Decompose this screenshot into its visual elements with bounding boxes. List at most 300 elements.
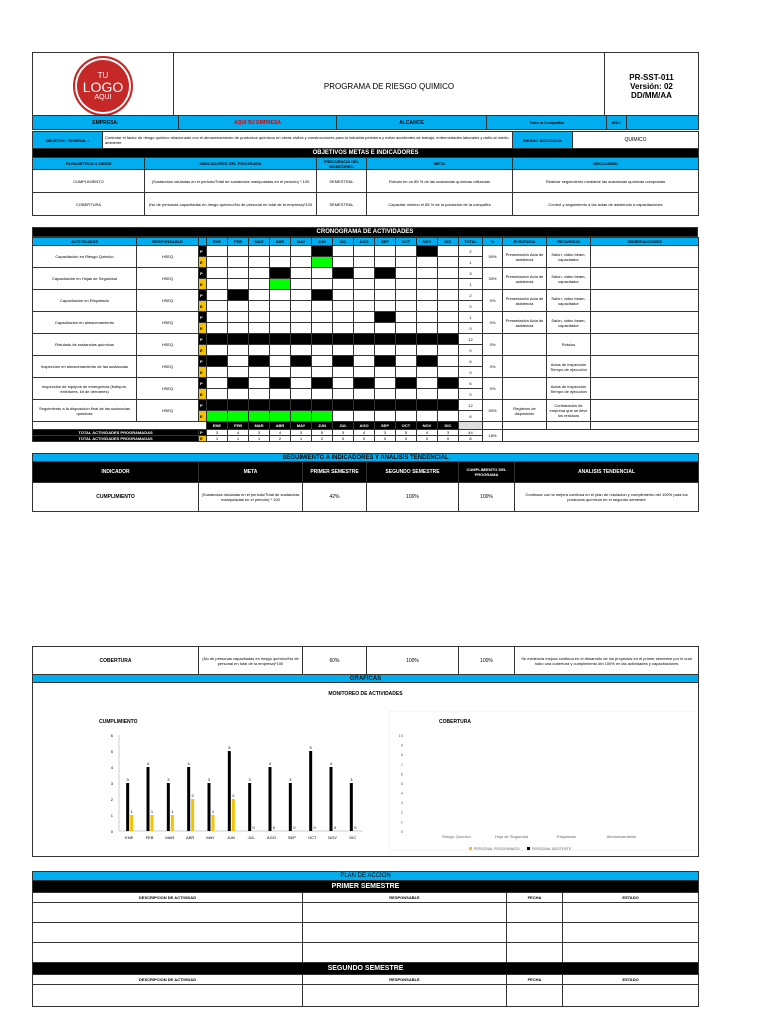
crono-header: RECURSOS — [547, 238, 591, 246]
month-cell-planned[interactable] — [396, 312, 417, 323]
month-cell-executed[interactable] — [291, 367, 312, 378]
plan-cell[interactable] — [507, 903, 563, 923]
alcance-value[interactable]: Toda la Compañía — [487, 116, 607, 130]
activity-name: Capacitación en Etiquetado — [33, 290, 137, 312]
month-cell-executed[interactable] — [291, 257, 312, 268]
month-cell-executed[interactable] — [270, 257, 291, 268]
obj-cell: COBERTURA — [33, 193, 145, 216]
month-cell-executed[interactable] — [417, 411, 438, 422]
month-cell-planned[interactable] — [438, 268, 459, 279]
bar-data-label: 0 — [354, 825, 357, 830]
month-cell-executed[interactable] — [375, 367, 396, 378]
empresa-label: EMPRESA: — [33, 116, 179, 130]
month-cell-executed[interactable] — [228, 345, 249, 356]
month-cell-executed[interactable] — [207, 323, 228, 334]
month-cell-planned[interactable] — [333, 334, 354, 345]
total-planned: 12 — [459, 400, 483, 411]
month-cell-executed[interactable] — [354, 367, 375, 378]
month-cell-executed[interactable] — [312, 301, 333, 312]
month-cell-planned[interactable] — [270, 334, 291, 345]
month-cell-planned[interactable] — [312, 400, 333, 411]
month-cell-planned[interactable] — [207, 378, 228, 389]
month-cell-executed[interactable] — [333, 411, 354, 422]
month-cell-executed[interactable] — [417, 367, 438, 378]
plan-cell[interactable] — [563, 943, 699, 963]
x-tick-label: JUN — [226, 835, 235, 840]
activity-row — [33, 356, 699, 367]
plan-marker: P — [199, 246, 207, 257]
crono-header — [199, 238, 207, 246]
month-cell-planned[interactable] — [396, 268, 417, 279]
plan-cell[interactable] — [33, 943, 303, 963]
month-cell-executed[interactable] — [438, 279, 459, 290]
crono-header: AGO — [354, 238, 375, 246]
month-cell-planned[interactable] — [417, 246, 438, 257]
month-cell-executed[interactable] — [270, 323, 291, 334]
month-cell-planned[interactable] — [249, 268, 270, 279]
month-cell-executed[interactable] — [354, 257, 375, 268]
y-tick-label: 5 — [110, 749, 113, 754]
month-cell-planned[interactable] — [375, 312, 396, 323]
month-cell-planned[interactable] — [417, 356, 438, 367]
x-tick-label: DIC — [349, 835, 357, 840]
month-cell-executed[interactable] — [270, 411, 291, 422]
month-cell-planned[interactable] — [417, 290, 438, 301]
activity-evidencia: Presentación Acta de asistencia — [503, 312, 547, 334]
month-cell-executed[interactable] — [396, 257, 417, 268]
month-cell-executed[interactable] — [417, 301, 438, 312]
month-cell-executed[interactable] — [438, 257, 459, 268]
month-cell-executed[interactable] — [228, 279, 249, 290]
y-tick-label: 3 — [110, 781, 113, 786]
month-cell-executed[interactable] — [249, 279, 270, 290]
total-prog-value: 3 — [375, 430, 396, 436]
activity-observaciones[interactable] — [591, 334, 699, 356]
month-cell-executed[interactable] — [291, 345, 312, 356]
month-cell-planned[interactable] — [207, 334, 228, 345]
month-cell-executed[interactable] — [375, 345, 396, 356]
month-cell-planned[interactable] — [333, 400, 354, 411]
month-cell-planned[interactable] — [396, 356, 417, 367]
month-label: SEP — [375, 422, 396, 430]
obj-header-parametros: PARAMETROS A MEDIR — [33, 158, 145, 170]
y-tick-label: 4 — [110, 765, 113, 770]
month-cell-executed[interactable] — [228, 301, 249, 312]
month-cell-planned[interactable] — [396, 246, 417, 257]
month-cell-planned[interactable] — [333, 378, 354, 389]
month-cell-planned[interactable] — [438, 246, 459, 257]
month-cell-executed[interactable] — [396, 301, 417, 312]
month-cell-planned[interactable] — [333, 268, 354, 279]
month-cell-planned[interactable] — [375, 268, 396, 279]
month-cell-planned[interactable] — [291, 356, 312, 367]
activity-recursos: Actas de inspección Tiempo de ejecución — [547, 378, 591, 400]
plan-sem1-title: PRIMER SEMESTRE — [33, 881, 699, 893]
month-cell-planned[interactable] — [228, 378, 249, 389]
exec-marker: E — [199, 323, 207, 334]
month-cell-planned[interactable] — [207, 356, 228, 367]
month-cell-planned[interactable] — [207, 290, 228, 301]
month-cell-executed[interactable] — [417, 345, 438, 356]
objetivos-title: OBJETIVOS METAS E INDICADORES — [33, 149, 699, 158]
month-cell-executed[interactable] — [396, 279, 417, 290]
month-cell-executed[interactable] — [375, 389, 396, 400]
month-cell-executed[interactable] — [312, 323, 333, 334]
month-cell-executed[interactable] — [333, 367, 354, 378]
month-cell-planned[interactable] — [270, 246, 291, 257]
month-cell-executed[interactable] — [207, 301, 228, 312]
month-cell-planned[interactable] — [438, 378, 459, 389]
month-cell-planned[interactable] — [312, 334, 333, 345]
y-tick-label: 10 — [398, 733, 403, 738]
month-cell-executed[interactable] — [270, 345, 291, 356]
month-cell-planned[interactable] — [375, 290, 396, 301]
month-cell-planned[interactable] — [207, 268, 228, 279]
month-cell-planned[interactable] — [249, 356, 270, 367]
month-cell-executed[interactable] — [249, 345, 270, 356]
activity-observaciones[interactable] — [591, 268, 699, 290]
bar-data-label: 0 — [293, 825, 296, 830]
month-cell-planned[interactable] — [375, 356, 396, 367]
activity-pct: 0% — [483, 356, 503, 378]
month-cell-planned[interactable] — [396, 378, 417, 389]
activity-row — [33, 246, 699, 257]
month-cell-executed[interactable] — [396, 323, 417, 334]
x-tick-label: Hoja de Seguridad — [494, 834, 529, 839]
month-cell-executed[interactable] — [312, 257, 333, 268]
month-cell-executed[interactable] — [417, 279, 438, 290]
month-cell-planned[interactable] — [438, 356, 459, 367]
plan-cell[interactable] — [303, 943, 507, 963]
month-cell-planned[interactable] — [354, 246, 375, 257]
anio-value[interactable] — [627, 116, 699, 130]
month-cell-planned[interactable] — [228, 290, 249, 301]
month-label: ENE — [207, 422, 228, 430]
plan-cell[interactable] — [303, 903, 507, 923]
month-cell-executed[interactable] — [354, 389, 375, 400]
total-executed: 1 — [459, 257, 483, 268]
month-cell-executed[interactable] — [396, 411, 417, 422]
month-cell-executed[interactable] — [354, 345, 375, 356]
month-cell-executed[interactable] — [333, 257, 354, 268]
month-cell-executed[interactable] — [249, 301, 270, 312]
month-cell-executed[interactable] — [396, 345, 417, 356]
plan-cell[interactable] — [563, 985, 699, 1007]
activity-responsable: HSEQ — [137, 334, 199, 356]
month-cell-executed[interactable] — [249, 389, 270, 400]
month-cell-planned[interactable] — [249, 312, 270, 323]
month-cell-planned[interactable] — [249, 290, 270, 301]
month-cell-executed[interactable] — [438, 411, 459, 422]
riesgo-label: RIESGO ASOCIADO: — [513, 132, 573, 149]
month-cell-executed[interactable] — [312, 389, 333, 400]
month-cell-planned[interactable] — [207, 312, 228, 323]
month-cell-planned[interactable] — [438, 290, 459, 301]
month-cell-executed[interactable] — [291, 389, 312, 400]
month-cell-planned[interactable] — [270, 290, 291, 301]
month-cell-executed[interactable] — [312, 345, 333, 356]
month-cell-planned[interactable] — [207, 400, 228, 411]
obj-cell: Realizar seguimiento mediante las sustancias químicas compradas — [513, 170, 699, 193]
month-cell-executed[interactable] — [354, 301, 375, 312]
month-cell-planned[interactable] — [354, 312, 375, 323]
plan-cell[interactable] — [33, 985, 303, 1007]
month-cell-planned[interactable] — [291, 246, 312, 257]
month-cell-planned[interactable] — [333, 356, 354, 367]
y-tick-label: 4 — [400, 790, 403, 796]
month-cell-planned[interactable] — [354, 334, 375, 345]
month-cell-planned[interactable] — [333, 312, 354, 323]
month-cell-executed[interactable] — [375, 301, 396, 312]
obj-cell: (Sustancias rotuladas en el periodo/Total de sustancias manipuladas en el periodo) * 100 — [145, 170, 317, 193]
month-cell-planned[interactable] — [249, 378, 270, 389]
month-cell-executed[interactable] — [207, 389, 228, 400]
month-cell-planned[interactable] — [249, 400, 270, 411]
month-cell-planned[interactable] — [270, 356, 291, 367]
month-cell-planned[interactable] — [312, 246, 333, 257]
month-cell-planned[interactable] — [438, 334, 459, 345]
plan-marker: P — [199, 334, 207, 345]
month-cell-executed[interactable] — [375, 411, 396, 422]
month-cell-planned[interactable] — [291, 334, 312, 345]
month-cell-executed[interactable] — [207, 411, 228, 422]
total-executed: 0 — [459, 323, 483, 334]
month-cell-executed[interactable] — [249, 257, 270, 268]
month-cell-executed[interactable] — [333, 389, 354, 400]
month-cell-planned[interactable] — [354, 356, 375, 367]
month-cell-planned[interactable] — [228, 334, 249, 345]
month-cell-planned[interactable] — [291, 400, 312, 411]
month-label: MAY — [291, 422, 312, 430]
month-cell-planned[interactable] — [207, 246, 228, 257]
crono-header: NOV — [417, 238, 438, 246]
activity-observaciones[interactable] — [591, 246, 699, 268]
month-cell-planned[interactable] — [291, 378, 312, 389]
plan-cell[interactable] — [303, 985, 507, 1007]
activity-row — [33, 400, 699, 411]
bar-data-label: 1 — [171, 809, 174, 814]
objetivo-value[interactable]: Controlar el factor de riesgo químico relacionado con el almacenamiento de productos químicos en obras civiles y construcciones para la industria petrolera y evitar accidentes de trabajo, enfermedades laborales y daño al medio ambiente — [103, 132, 513, 149]
bar-programado — [269, 767, 272, 831]
plan-cell[interactable] — [507, 985, 563, 1007]
month-cell-planned[interactable] — [375, 378, 396, 389]
month-cell-planned[interactable] — [375, 246, 396, 257]
document-version: Versión: 02 — [630, 81, 673, 91]
month-cell-executed[interactable] — [270, 279, 291, 290]
plan-marker: P — [199, 378, 207, 389]
month-cell-planned[interactable] — [228, 246, 249, 257]
month-cell-executed[interactable] — [270, 389, 291, 400]
month-cell-executed[interactable] — [270, 367, 291, 378]
month-cell-executed[interactable] — [333, 323, 354, 334]
month-cell-executed[interactable] — [249, 367, 270, 378]
month-cell-planned[interactable] — [228, 268, 249, 279]
activity-name: Seguimiento a la disposicion final de las sustancias químicas — [33, 400, 137, 422]
bar-data-label: 3 — [289, 777, 292, 782]
month-cell-planned[interactable] — [249, 334, 270, 345]
month-cell-executed[interactable] — [333, 279, 354, 290]
activity-observaciones[interactable] — [591, 356, 699, 378]
bar-ejecutado — [151, 815, 154, 831]
month-cell-executed[interactable] — [417, 257, 438, 268]
month-cell-planned[interactable] — [312, 378, 333, 389]
month-cell-planned[interactable] — [396, 334, 417, 345]
activity-row — [33, 312, 699, 323]
month-cell-executed[interactable] — [396, 367, 417, 378]
month-cell-planned[interactable] — [354, 268, 375, 279]
plan-cell[interactable] — [507, 923, 563, 943]
month-cell-executed[interactable] — [396, 389, 417, 400]
month-cell-planned[interactable] — [228, 400, 249, 411]
month-cell-planned[interactable] — [312, 290, 333, 301]
month-cell-executed[interactable] — [228, 257, 249, 268]
activity-pct: 50% — [483, 246, 503, 268]
y-tick-label: 0 — [400, 829, 403, 834]
bar-programado — [248, 783, 251, 831]
month-cell-executed[interactable] — [270, 301, 291, 312]
month-cell-planned[interactable] — [354, 400, 375, 411]
month-cell-planned[interactable] — [438, 400, 459, 411]
seg-cell: 100% — [459, 647, 515, 675]
month-cell-executed[interactable] — [354, 279, 375, 290]
month-cell-planned[interactable] — [270, 312, 291, 323]
month-cell-planned[interactable] — [270, 400, 291, 411]
empresa-value[interactable]: AQUI SU EMPRESA — [179, 116, 337, 130]
activity-observaciones[interactable] — [591, 290, 699, 312]
chart-title: COBERTURA — [439, 719, 471, 725]
activity-observaciones[interactable] — [591, 378, 699, 400]
obj-header-indicadores: INDICADORES DEL PROGRAMA — [145, 158, 317, 170]
month-cell-executed[interactable] — [228, 367, 249, 378]
month-cell-planned[interactable] — [417, 268, 438, 279]
month-cell-planned[interactable] — [417, 400, 438, 411]
month-cell-planned[interactable] — [333, 290, 354, 301]
month-cell-planned[interactable] — [270, 268, 291, 279]
month-cell-executed[interactable] — [207, 279, 228, 290]
month-cell-planned[interactable] — [354, 378, 375, 389]
activity-evidencia — [503, 356, 547, 378]
total-prog-value: 4 — [270, 430, 291, 436]
plan-header-responsable: RESPONSABLE — [303, 975, 507, 985]
month-cell-planned[interactable] — [396, 400, 417, 411]
bar-ejecutado — [191, 799, 194, 831]
month-cell-planned[interactable] — [396, 290, 417, 301]
month-cell-executed[interactable] — [438, 345, 459, 356]
month-cell-executed[interactable] — [354, 411, 375, 422]
x-tick-label: MAR — [165, 835, 175, 840]
month-cell-executed[interactable] — [354, 323, 375, 334]
graficas-area — [33, 683, 699, 857]
chart-title: CUMPLIMIENTO — [99, 719, 138, 725]
activity-row — [33, 290, 699, 301]
month-cell-planned[interactable] — [291, 312, 312, 323]
month-cell-executed[interactable] — [438, 389, 459, 400]
month-cell-executed[interactable] — [291, 411, 312, 422]
plan-cell[interactable] — [33, 903, 303, 923]
month-cell-executed[interactable] — [228, 323, 249, 334]
month-cell-planned[interactable] — [228, 312, 249, 323]
crono-header: MAY — [291, 238, 312, 246]
month-cell-planned[interactable] — [249, 246, 270, 257]
month-cell-planned[interactable] — [417, 312, 438, 323]
activity-name: Capacitación en Riesgo Químico — [33, 246, 137, 268]
month-cell-executed[interactable] — [375, 257, 396, 268]
month-cell-executed[interactable] — [438, 301, 459, 312]
bar-data-label: 3 — [207, 777, 211, 782]
month-cell-executed[interactable] — [291, 279, 312, 290]
month-cell-planned[interactable] — [270, 378, 291, 389]
month-cell-planned[interactable] — [375, 334, 396, 345]
x-tick-label: Etiquetado — [556, 834, 577, 839]
plan-cell[interactable] — [33, 923, 303, 943]
month-cell-executed[interactable] — [249, 411, 270, 422]
total-ejec-value: 8 — [459, 436, 483, 442]
month-cell-planned[interactable] — [228, 356, 249, 367]
month-cell-executed[interactable] — [417, 323, 438, 334]
month-cell-planned[interactable] — [291, 290, 312, 301]
bar-data-label: 0 — [252, 825, 255, 830]
riesgo-value[interactable]: QUIMICO — [573, 132, 699, 149]
month-cell-planned[interactable] — [417, 334, 438, 345]
activity-recursos: Salón, video beam, capacitador — [547, 290, 591, 312]
month-cell-executed[interactable] — [207, 257, 228, 268]
month-cell-executed[interactable] — [228, 411, 249, 422]
month-cell-planned[interactable] — [375, 400, 396, 411]
month-cell-planned[interactable] — [354, 290, 375, 301]
plan-cell[interactable] — [303, 923, 507, 943]
exec-marker: E — [199, 411, 207, 422]
month-cell-planned[interactable] — [438, 312, 459, 323]
month-cell-executed[interactable] — [228, 389, 249, 400]
month-cell-executed[interactable] — [207, 367, 228, 378]
plan-cell[interactable] — [507, 943, 563, 963]
month-cell-executed[interactable] — [375, 279, 396, 290]
month-cell-planned[interactable] — [333, 246, 354, 257]
seg-cell: COBERTURA — [33, 647, 199, 675]
y-tick-label: 8 — [400, 752, 403, 758]
month-cell-executed[interactable] — [291, 301, 312, 312]
month-cell-executed[interactable] — [417, 389, 438, 400]
plan-cell[interactable] — [563, 923, 699, 943]
month-cell-executed[interactable] — [249, 323, 270, 334]
month-cell-planned[interactable] — [312, 356, 333, 367]
month-cell-planned[interactable] — [312, 268, 333, 279]
month-cell-planned[interactable] — [291, 268, 312, 279]
activity-observaciones[interactable] — [591, 400, 699, 422]
activity-observaciones[interactable] — [591, 312, 699, 334]
month-cell-executed[interactable] — [312, 411, 333, 422]
month-cell-executed[interactable] — [207, 345, 228, 356]
bar-programado — [147, 767, 150, 831]
month-cell-planned[interactable] — [417, 378, 438, 389]
month-cell-executed[interactable] — [438, 367, 459, 378]
month-cell-executed[interactable] — [375, 323, 396, 334]
month-label: FEB — [228, 422, 249, 430]
seg-cell: 60% — [303, 647, 367, 675]
month-cell-executed[interactable] — [312, 367, 333, 378]
month-cell-executed[interactable] — [291, 323, 312, 334]
month-cell-executed[interactable] — [312, 279, 333, 290]
activity-responsable: HSEQ — [137, 290, 199, 312]
crono-header: MAR — [249, 238, 270, 246]
plan-cell[interactable] — [563, 903, 699, 923]
total-executed: 6 — [459, 411, 483, 422]
activity-responsable: HSEQ — [137, 268, 199, 290]
month-cell-executed[interactable] — [438, 323, 459, 334]
month-cell-executed[interactable] — [333, 301, 354, 312]
month-cell-executed[interactable] — [333, 345, 354, 356]
month-cell-planned[interactable] — [312, 312, 333, 323]
